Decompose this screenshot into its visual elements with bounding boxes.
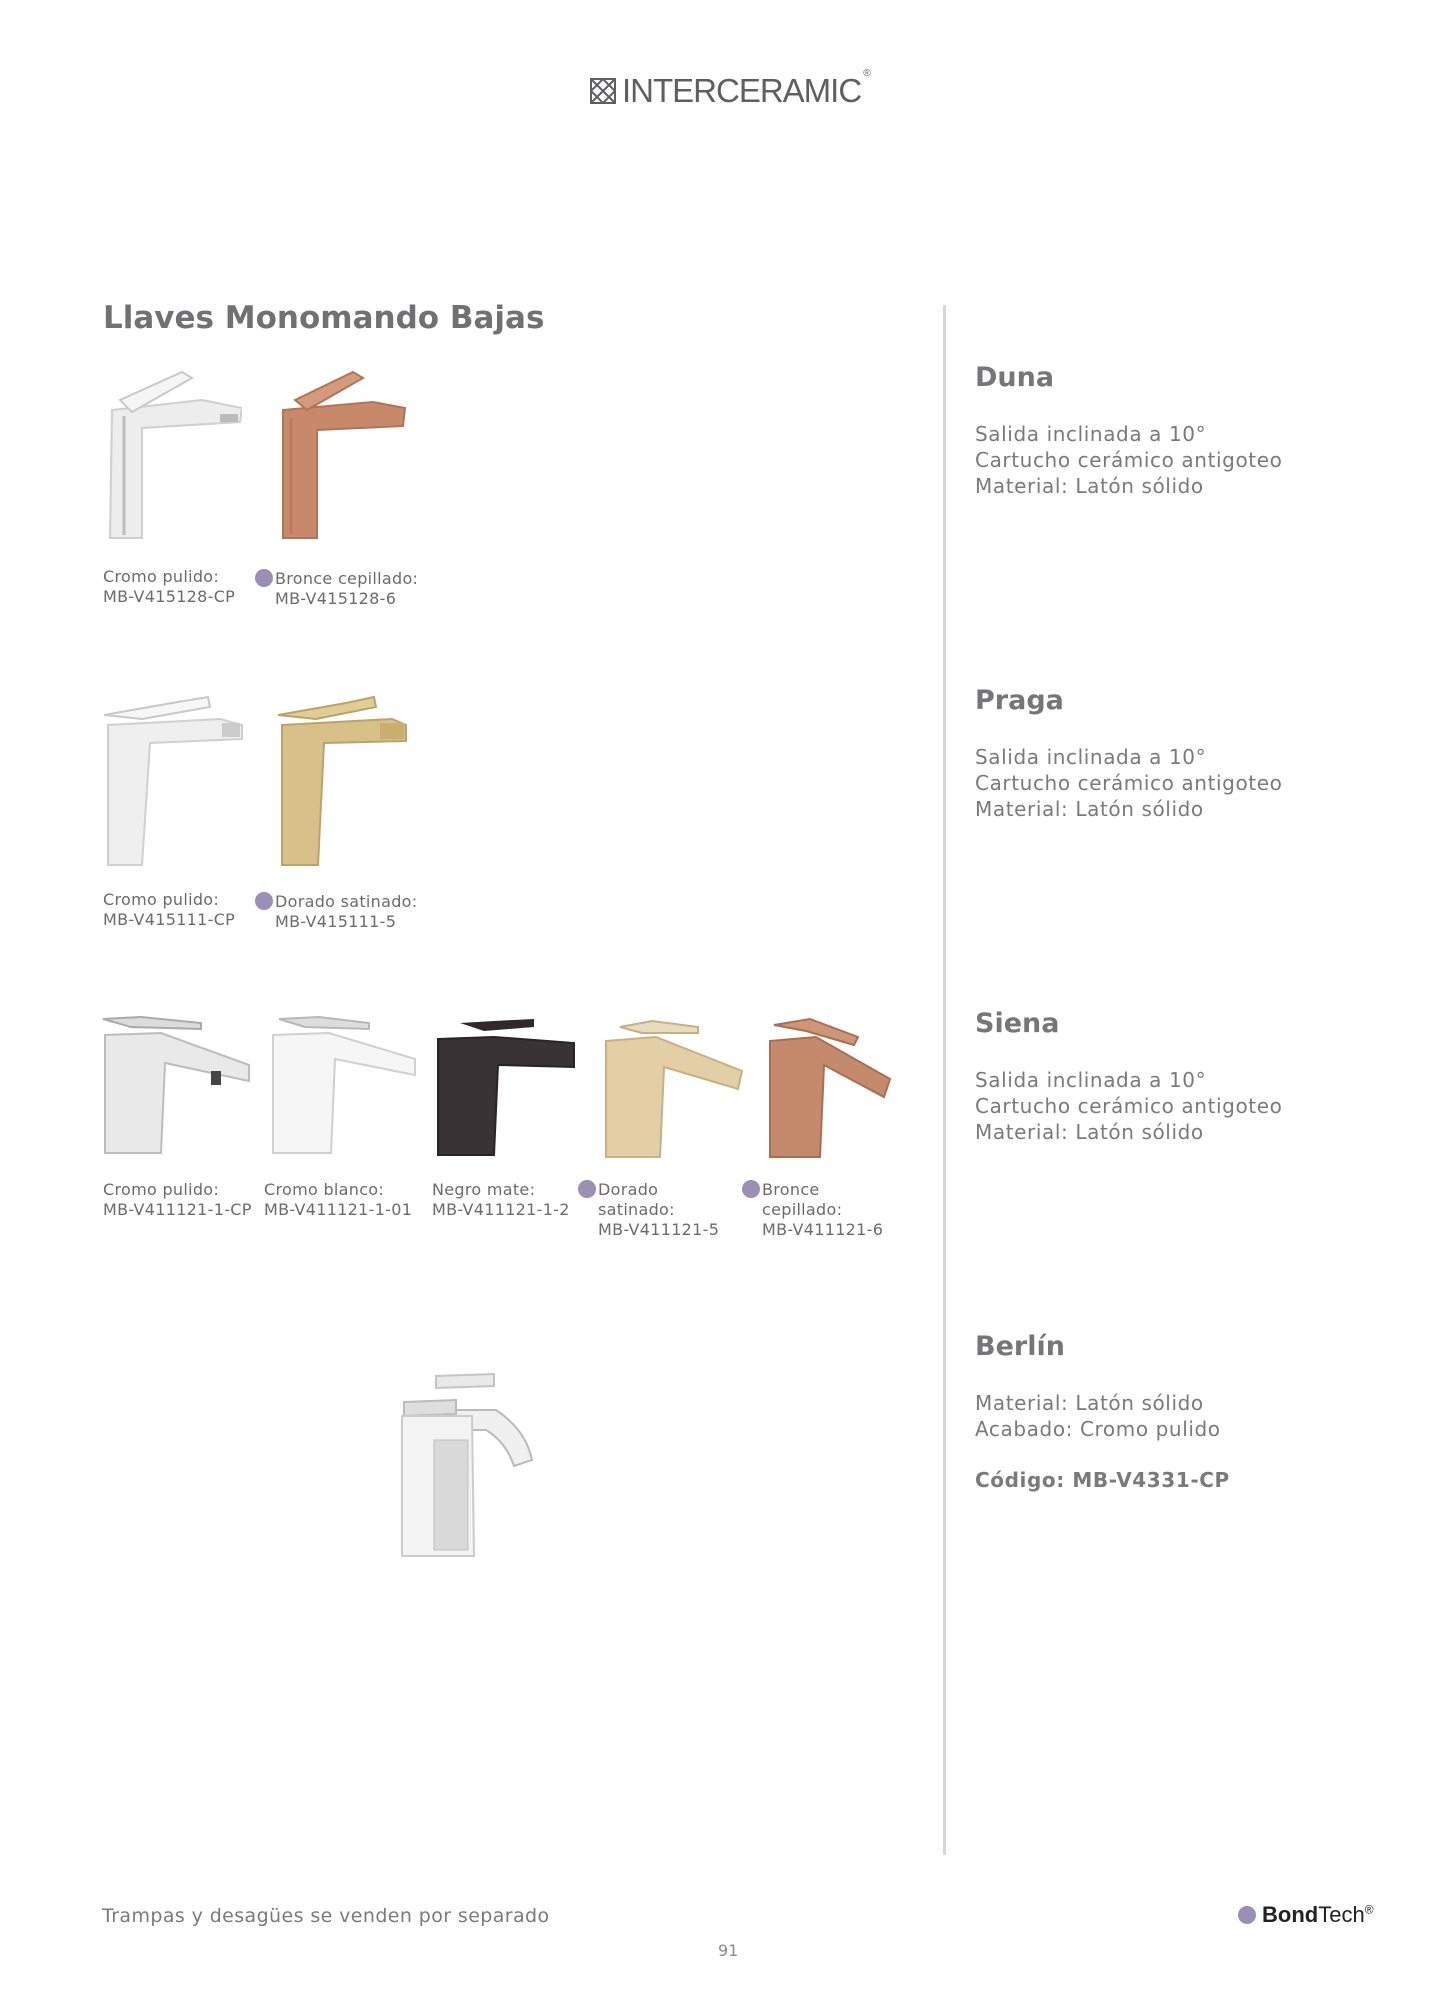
spec-line: Cartucho cerámico antigoteo	[975, 448, 1283, 472]
siena-title: Siena	[975, 1008, 1060, 1039]
bondtech-dot-icon	[255, 569, 273, 587]
spec-line: Salida inclinada a 10°	[975, 1068, 1207, 1092]
siena-gold-faucet-image	[602, 1017, 752, 1159]
spec-line: Salida inclinada a 10°	[975, 745, 1207, 769]
finish-label: Bronce	[762, 1180, 820, 1199]
praga-chrome-faucet-image	[102, 695, 247, 870]
duna-bronze-faucet-image	[275, 368, 415, 543]
duna-chrome-faucet-image	[102, 370, 242, 545]
spec-line: Material: Latón sólido	[975, 1120, 1204, 1144]
bondtech-logo	[1238, 1902, 1374, 1928]
finish-label: Cromo blanco:	[264, 1180, 385, 1199]
bondtech-dot-icon	[742, 1180, 760, 1198]
duna-title: Duna	[975, 362, 1055, 393]
siena-variant-4-caption	[578, 1180, 719, 1240]
interceramic-logo-mark-icon	[590, 78, 616, 104]
product-code: MB-V415111-CP	[103, 910, 236, 929]
siena-specs	[975, 1067, 1282, 1145]
praga-title: Praga	[975, 685, 1064, 716]
finish-label: Dorado satinado:	[275, 892, 418, 911]
spec-line: Material: Latón sólido	[975, 797, 1204, 821]
finish-label: Cromo pulido:	[103, 567, 220, 586]
praga-variant-2-caption	[255, 892, 417, 932]
berlin-code: Código: MB-V4331-CP	[975, 1468, 1230, 1492]
product-code: MB-V411121-1-CP	[103, 1200, 252, 1219]
siena-black-faucet-image	[434, 1017, 584, 1157]
product-code: MB-V411121-6	[762, 1220, 884, 1239]
spec-line: Acabado: Cromo pulido	[975, 1417, 1221, 1441]
finish-label: Cromo pulido:	[103, 1180, 220, 1199]
siena-variant-3-caption	[432, 1180, 570, 1220]
bondtech-dot-icon	[578, 1180, 596, 1198]
siena-bronze-faucet-image	[766, 1017, 896, 1159]
finish-label: Cromo pulido:	[103, 890, 220, 909]
finish-label-cont: cepillado:	[762, 1200, 843, 1219]
footer-note: Trampas y desagües se venden por separado	[102, 1905, 550, 1927]
page-title: Llaves Monomando Bajas	[103, 300, 545, 336]
siena-chrome-faucet-image	[101, 1015, 251, 1155]
duna-variant-1-caption	[103, 567, 235, 607]
product-code: MB-V415111-5	[275, 912, 397, 931]
spec-line: Material: Latón sólido	[975, 1391, 1204, 1415]
berlin-specs	[975, 1390, 1221, 1442]
finish-label: Dorado	[598, 1180, 659, 1199]
interceramic-logo	[590, 68, 870, 110]
praga-gold-faucet-image	[276, 693, 421, 870]
column-divider	[943, 305, 946, 1855]
duna-variant-2-caption	[255, 569, 418, 609]
spec-line: Material: Latón sólido	[975, 474, 1204, 498]
praga-specs	[975, 744, 1282, 822]
spec-line: Cartucho cerámico antigoteo	[975, 1094, 1283, 1118]
finish-label: Negro mate:	[432, 1180, 536, 1199]
logo-text: INTERCERAMIC ®	[622, 68, 870, 109]
finish-label: Bronce cepillado:	[275, 569, 419, 588]
bondtech-dot-icon	[1238, 1906, 1256, 1924]
spec-line: Cartucho cerámico antigoteo	[975, 771, 1283, 795]
siena-white-faucet-image	[269, 1015, 419, 1155]
product-code: MB-V411121-5	[598, 1220, 720, 1239]
berlin-faucet-image	[396, 1370, 536, 1560]
siena-variant-5-caption	[742, 1180, 883, 1240]
berlin-title: Berlín	[975, 1331, 1065, 1362]
product-code: MB-V415128-CP	[103, 587, 236, 606]
bondtech-text: BondTech®	[1262, 1902, 1374, 1927]
duna-specs	[975, 421, 1282, 499]
siena-variant-1-caption	[103, 1180, 252, 1220]
product-code: MB-V415128-6	[275, 589, 397, 608]
spec-line: Salida inclinada a 10°	[975, 422, 1207, 446]
finish-label-cont: satinado:	[598, 1200, 675, 1219]
page-number: 91	[718, 1941, 739, 1960]
siena-variant-2-caption	[264, 1180, 412, 1220]
product-code: MB-V411121-1-01	[264, 1200, 413, 1219]
bondtech-dot-icon	[255, 892, 273, 910]
product-code: MB-V411121-1-2	[432, 1200, 570, 1219]
praga-variant-1-caption	[103, 890, 235, 930]
